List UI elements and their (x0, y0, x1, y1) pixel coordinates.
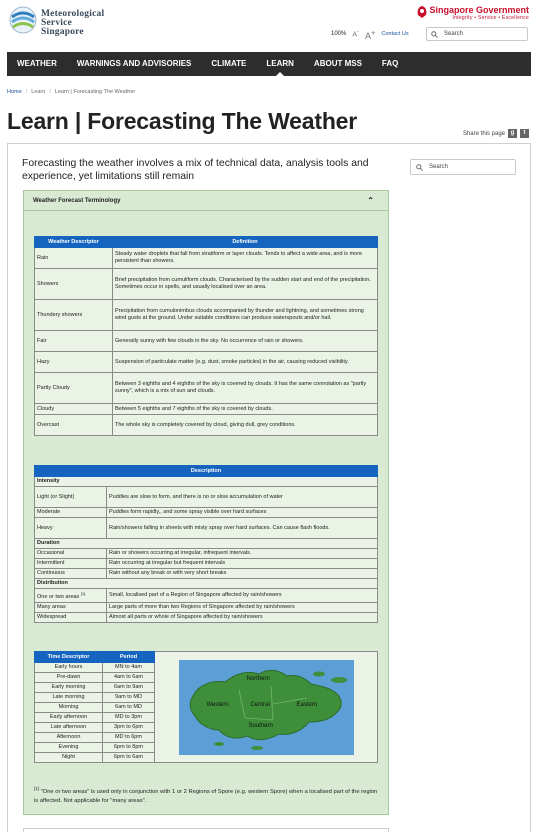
table-row (35, 589, 378, 603)
period-cell: 6pm to 8pm (103, 743, 155, 753)
term-cell: Widespread (35, 612, 107, 622)
singapore-regions-map (179, 660, 354, 755)
breadcrumb-learn[interactable]: Learn (31, 89, 46, 95)
accordion-title: Weather Forecast Terminology (33, 197, 121, 204)
mss-logo-icon (8, 5, 38, 35)
table-row (35, 602, 378, 612)
term-text: One or two areas (37, 593, 80, 600)
table-row (35, 569, 378, 579)
nav-weather[interactable]: WEATHER (17, 59, 57, 68)
definition-cell: Generally sunny with few clouds in the sky. No occurrence of rain or showers. (113, 331, 378, 352)
term-cell: Occasional (35, 549, 107, 559)
breadcrumb: Home / Learn / Learn | Forecasting The Weather (7, 89, 136, 95)
weather-descriptor-table (34, 236, 378, 436)
descriptor-cell: Overcast (35, 415, 113, 436)
footnote-text: "One or two areas" is used only in conjunction with 1 or 2 Regions of Spore (e.g. western Spore) when a localised part of the region is affected. Not applicable for "many areas". (34, 788, 378, 804)
time-cell: Afternoon (35, 733, 103, 743)
footnote (34, 784, 379, 806)
time-cell: Early hours (35, 663, 103, 673)
main-nav (7, 52, 531, 76)
map-label-central: Central (250, 701, 270, 708)
map-label-southern: Southern (248, 722, 273, 729)
map-label-northern: Northern (246, 675, 270, 682)
sidebar-search-placeholder: Search (429, 164, 449, 170)
logo-line: Service (41, 18, 72, 28)
nav-about-mss[interactable]: ABOUT MSS (313, 59, 362, 68)
term-cell: Many areas (35, 602, 107, 612)
header-tools (331, 27, 409, 41)
definition-cell: Between 3 eighths and 4 eighths of the sky is covered by clouds. It has the same connotation as "partly sunny", which is a mix of sun and clouds. (113, 373, 378, 404)
time-cell: Evening (35, 743, 103, 753)
period-cell: 4am to 6am (103, 673, 155, 683)
gov-tagline: Integrity • Service • Excellence (452, 15, 529, 21)
description-table (34, 465, 378, 623)
descriptor-cell: Showers (35, 269, 113, 300)
meaning-cell: Puddles form rapidly,, and some spray visible over hard surfaces (107, 508, 378, 518)
decrease-font-button[interactable]: A- (352, 29, 359, 39)
contact-us-link[interactable]: Contact Us (381, 31, 409, 37)
term-cell (35, 589, 107, 603)
share-label: Share this page (462, 130, 505, 137)
term-cell: Light (or Slight) (35, 487, 107, 508)
meaning-cell: Rain or showers occurring at irregular, infrequent intervals. (107, 549, 378, 559)
search-icon (431, 31, 438, 38)
table-row (35, 404, 378, 415)
table-row (35, 300, 378, 331)
time-descriptor-table (34, 651, 378, 763)
time-cell: Late morning (35, 693, 103, 703)
next-accordion-edge (23, 828, 389, 832)
search-icon (416, 164, 423, 171)
section-row (35, 579, 378, 589)
table-row (35, 331, 378, 352)
definition-cell: Between 5 eighths and 7 eighths of the sky is covered by clouds. (113, 404, 378, 415)
nav-faq[interactable]: FAQ (381, 59, 399, 68)
section-row (35, 477, 378, 487)
descriptor-cell: Fair (35, 331, 113, 352)
section-cell: Distribution (35, 579, 378, 589)
singapore-government-banner[interactable] (429, 5, 529, 21)
page-title: Learn | Forecasting The Weather (7, 108, 358, 134)
table-row (35, 269, 378, 300)
logo-line: Meteorological (41, 9, 105, 19)
table-row (35, 352, 378, 373)
section-cell: Intensity (35, 477, 378, 487)
time-cell: Pre-dawn (35, 673, 103, 683)
period-cell: 9am to MD (103, 693, 155, 703)
header-search-placeholder: Search (444, 31, 464, 37)
period-cell: MD to 6pm (103, 733, 155, 743)
table-row (35, 508, 378, 518)
sidebar-search-input[interactable] (410, 159, 516, 175)
table-row (35, 487, 378, 508)
breadcrumb-current: Learn | Forecasting The Weather (54, 89, 136, 95)
map-label-western: Western (206, 701, 229, 708)
meaning-cell: Rain occurring at irregular but frequent intervals (107, 559, 378, 569)
mss-logo[interactable] (8, 4, 138, 40)
zoom-level: 100% (331, 31, 347, 37)
table-header: Definition (113, 237, 378, 248)
section-row (35, 539, 378, 549)
definition-cell: Steady water droplets that fall from stratiform or layer clouds. Tends to affect a wide area, and is more persistent than showers. (113, 248, 378, 269)
gov-name: Singapore Government (429, 5, 529, 15)
nav-climate[interactable]: CLIMATE (211, 59, 247, 68)
map-cell (155, 652, 378, 763)
table-row (35, 415, 378, 436)
lion-head-icon (417, 6, 427, 18)
period-cell: MN to 4am (103, 663, 155, 673)
period-cell: 6am to 9am (103, 683, 155, 693)
footnote-marker[interactable]: [1] (80, 591, 86, 596)
period-cell: MD to 3pm (103, 713, 155, 723)
share-bar (463, 129, 529, 138)
header-search-input[interactable] (426, 27, 528, 41)
intro-text: Forecasting the weather involves a mix of technical data, analysis tools and experience, yet limitations still remain (22, 158, 369, 182)
term-cell: Moderate (35, 508, 107, 518)
meaning-cell: Large parts of more than two Regions of Singapore affected by rain/showers (107, 602, 378, 612)
table-header: Period (103, 652, 155, 663)
definition-cell: Brief precipitation from cumuliform clouds. Characterised by the sudden start and end of the precipitation. Sometimes occur in spells, and usually localised over an area. (113, 269, 378, 300)
meaning-cell: Puddles are slow to form, and there is no or slow accumulation of water (107, 487, 378, 508)
period-cell: 6am to MD (103, 703, 155, 713)
definition-cell: Suspension of particulate matter (e.g. dust, smoke particles) in the air, causing reduced visibility. (113, 352, 378, 373)
table-header: Description (35, 466, 378, 477)
term-cell: Continuous (35, 569, 107, 579)
nav-learn[interactable]: LEARN (266, 52, 294, 76)
breadcrumb-home[interactable]: Home (7, 89, 22, 95)
increase-font-button[interactable]: A+ (364, 27, 376, 41)
table-row (35, 248, 378, 269)
time-cell: Early morning (35, 683, 103, 693)
period-cell: 3pm to 6pm (103, 723, 155, 733)
nav-warnings-and-advisories[interactable]: WARNINGS AND ADVISORIES (76, 59, 192, 68)
meaning-cell: Almost all parts or whole of Singapore affected by rain/showers (107, 612, 378, 622)
descriptor-cell: Hazy (35, 352, 113, 373)
descriptor-cell: Cloudy (35, 404, 113, 415)
definition-cell: Precipitation from cumulonimbus clouds accompanied by thunder and lightning, and sometimes strong wind gusts at the ground. Under suitable conditions can produce waterspouts and/or hail. (113, 300, 378, 331)
twitter-icon[interactable]: t (520, 129, 529, 138)
meaning-cell: Rain without any break or with very short breaks (107, 569, 378, 579)
time-cell: Morning (35, 703, 103, 713)
table-header: Weather Descriptor (35, 237, 113, 248)
footnote-mark: [1] (34, 786, 40, 791)
table-header: Time Descriptor (35, 652, 103, 663)
time-cell: Late afternoon (35, 723, 103, 733)
section-cell: Duration (35, 539, 378, 549)
table-row (35, 559, 378, 569)
logo-text (41, 10, 104, 37)
table-row (35, 549, 378, 559)
descriptor-cell: Thundery showers (35, 300, 113, 331)
definition-cell: The whole sky is completely covered by cloud, giving dull, grey conditions. (113, 415, 378, 436)
descriptor-cell: Partly Cloudy (35, 373, 113, 404)
period-cell: 6pm to 6am (103, 753, 155, 763)
decrease-font-label: A (352, 31, 358, 39)
meaning-cell: Rain/showers falling in sheets with misty spray over hard surfaces. Can cause flash floods. (107, 518, 378, 539)
table-row (35, 373, 378, 404)
time-cell: Early afternoon (35, 713, 103, 723)
increase-font-label: A (364, 30, 371, 41)
term-cell: Intermittent (35, 559, 107, 569)
descriptor-cell: Rain (35, 248, 113, 269)
chevron-up-icon[interactable]: ⌃ (367, 196, 374, 205)
table-row (35, 518, 378, 539)
term-cell: Heavy (35, 518, 107, 539)
time-cell: Night (35, 753, 103, 763)
google-plus-icon[interactable]: g (508, 129, 517, 138)
meaning-cell: Small, localised part of a Region of Singapore affected by rain/showers (107, 589, 378, 603)
map-label-eastern: Eastern (296, 701, 318, 708)
table-row (35, 612, 378, 622)
logo-line: Singapore (41, 27, 84, 37)
accordion-header[interactable] (24, 191, 388, 211)
